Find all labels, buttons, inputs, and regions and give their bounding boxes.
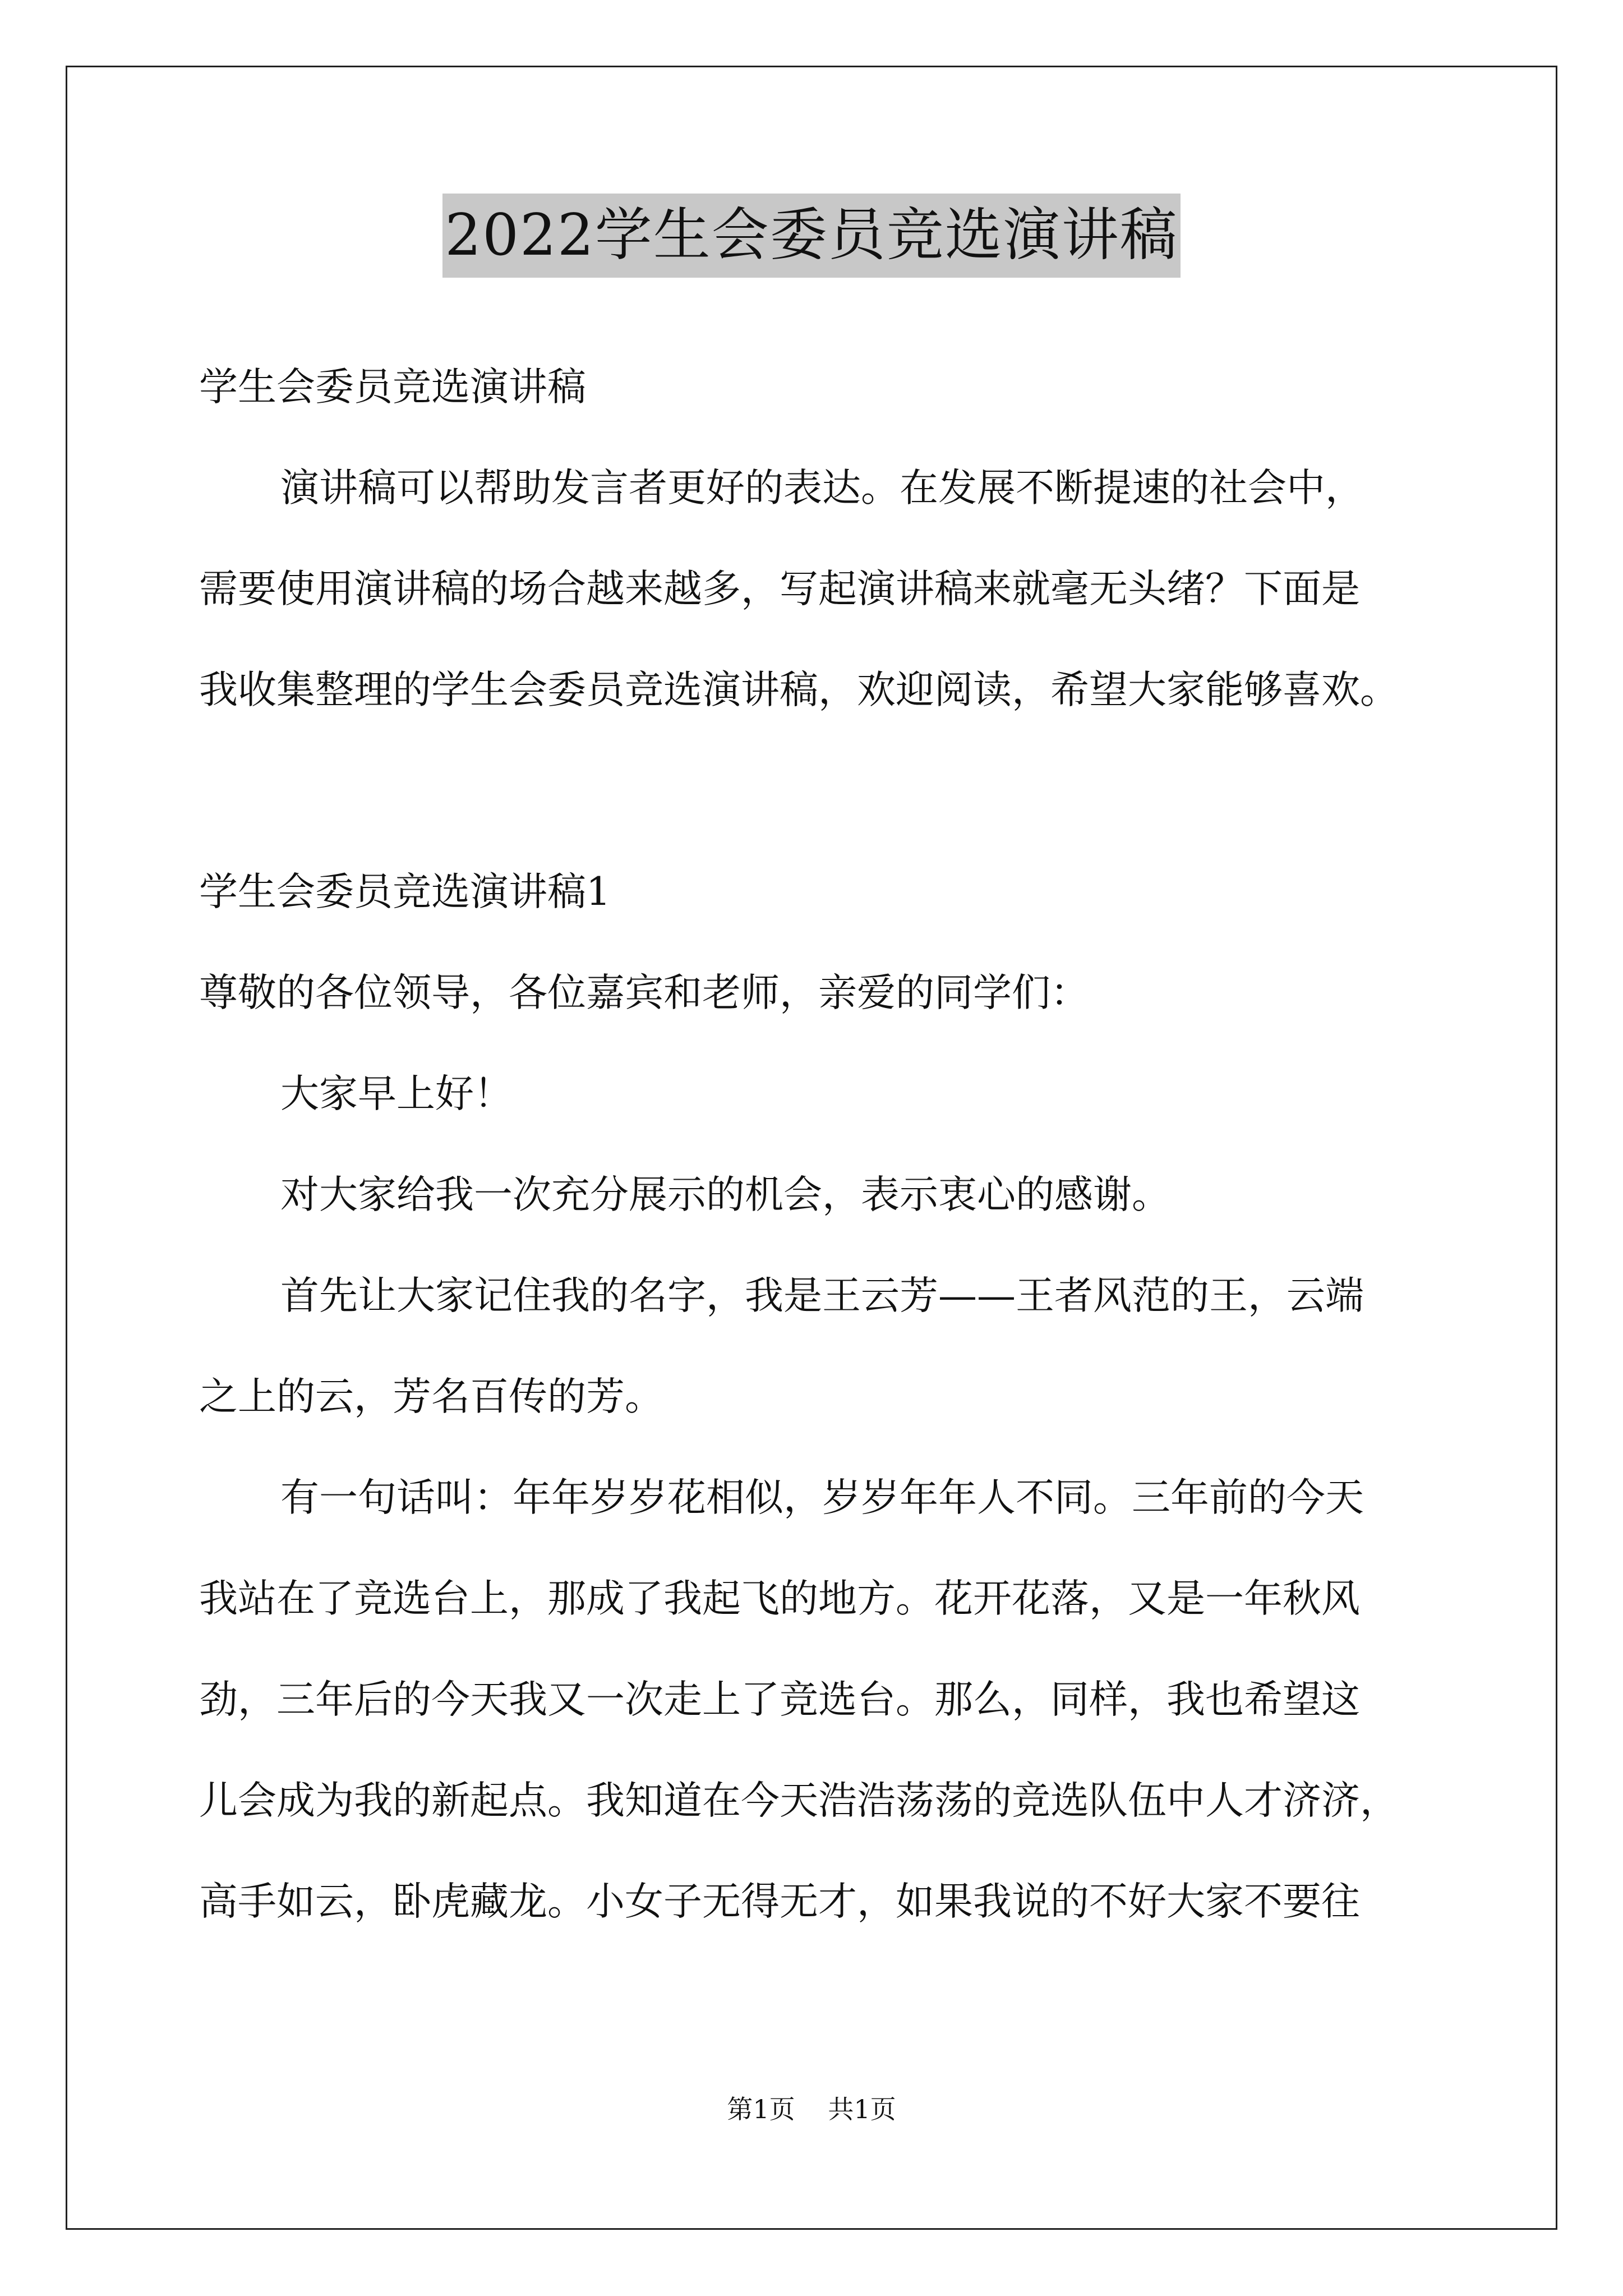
body-line: 学生会委员竞选演讲稿1 [199,869,611,914]
body-line: 劲，三年后的今天我又一次走上了竞选台。那么，同样，我也希望这 [199,1677,1360,1722]
body-line: 我收集整理的学生会委员竞选演讲稿，欢迎阅读，希望大家能够喜欢。 [199,668,1399,712]
body-line: 需要使用演讲稿的场合越来越多，写起演讲稿来就毫无头绪？下面是 [199,567,1360,611]
page-footer [0,2087,1623,2132]
body-line: 尊敬的各位领导，各位嘉宾和老师，亲爱的同学们： [199,970,1089,1015]
body-line: 儿会成为我的新起点。我知道在今天浩浩荡荡的竞选队伍中人才济济， [199,1778,1399,1823]
title-container [0,194,1623,278]
body-line: 演讲稿可以帮助发言者更好的表达。在发展不断提速的社会中， [280,466,1364,510]
body-line: 首先让大家记住我的名字，我是王云芳——王者风范的王，云端 [280,1273,1364,1318]
document-body [199,337,1433,1952]
body-line: 高手如云，卧虎藏龙。小女子无得无才，如果我说的不好大家不要往 [199,1879,1360,1924]
body-line: 我站在了竞选台上，那成了我起飞的地方。花开花落，又是一年秋风 [199,1576,1360,1621]
page-number: 第1页 [727,2094,795,2124]
page-total: 共1页 [828,2094,896,2124]
body-line: 之上的云，芳名百传的芳。 [199,1374,663,1419]
body-line: 大家早上好！ [280,1071,513,1116]
body-line: 学生会委员竞选演讲稿 [199,365,586,409]
document-title: 2022学生会委员竞选演讲稿 [442,194,1181,278]
paragraph-gap [199,740,1433,841]
body-line: 对大家给我一次充分展示的机会，表示衷心的感谢。 [280,1172,1170,1217]
body-line: 有一句话叫：年年岁岁花相似，岁岁年年人不同。三年前的今天 [280,1475,1364,1520]
